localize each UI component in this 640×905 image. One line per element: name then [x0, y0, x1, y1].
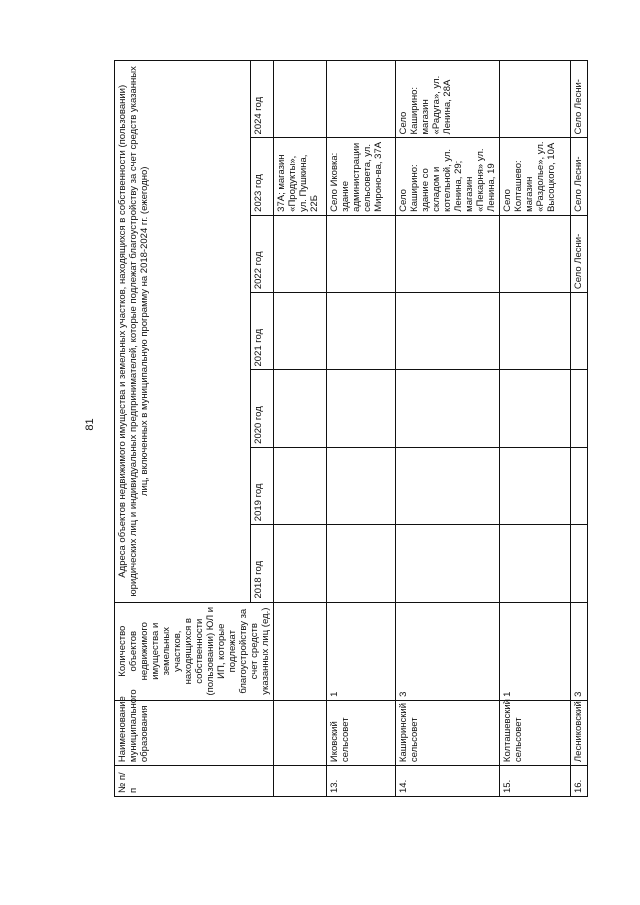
cell-name: Лесниковский	[571, 700, 588, 765]
header-year-2018: 2018 год	[251, 525, 274, 602]
municipal-objects-table	[114, 60, 588, 797]
cell-2018	[274, 525, 327, 602]
cell-no	[274, 766, 327, 797]
cell-2019	[327, 447, 396, 524]
cell-2024: Село Лесни-	[571, 61, 588, 138]
table-row	[500, 61, 571, 797]
cell-2021	[274, 293, 327, 370]
cell-2024	[500, 61, 571, 138]
header-addresses: Адреса объектов недвижимого имущества и земельных участков, находящихся в собственности (пользовании) юридических лиц и индивидуальных предпринимателей, которые подлежат благоустройству за счет средств указанных лиц, включенных в муниципальную программу на 2018-2024 гг. (ежегодно)	[115, 61, 251, 603]
header-year-2023: 2023 год	[251, 138, 274, 215]
cell-2023: 37А; магазин «Продукты», ул. Пушкина, 22Б	[274, 138, 327, 215]
header-no: № п/п	[115, 766, 274, 797]
cell-2024	[327, 61, 396, 138]
cell-2022	[396, 215, 500, 292]
header-name: Наименование муниципального образования	[115, 700, 274, 765]
header-year-2024: 2024 год	[251, 61, 274, 138]
cell-2019	[571, 447, 588, 524]
cell-2020	[571, 370, 588, 447]
cell-2022: Село Лесни-	[571, 215, 588, 292]
table-row	[327, 61, 396, 797]
header-year-2019: 2019 год	[251, 447, 274, 524]
header-year-2022: 2022 год	[251, 215, 274, 292]
cell-2023: Село Каширино: здание со складом и котельной, ул. Ленина, 29; магазин «Пекарня» ул. Ленина, 19	[396, 138, 500, 215]
header-year-2021: 2021 год	[251, 293, 274, 370]
cell-2023: Село Колташево: магазин «Раздолье», ул. Высоцкого, 10А	[500, 138, 571, 215]
cell-name	[274, 700, 327, 765]
cell-2023: Село Лесни-	[571, 138, 588, 215]
cell-count: 3	[571, 602, 588, 700]
cell-2019	[274, 447, 327, 524]
cell-2023: Село Иковка: здание администрации сельсовета, ул. Мироно-ва, 37А	[327, 138, 396, 215]
cell-2024	[274, 61, 327, 138]
cell-2020	[327, 370, 396, 447]
cell-2020	[396, 370, 500, 447]
cell-2020	[500, 370, 571, 447]
cell-2024: Село Каширино: магазин «Радуга», ул. Ленина, 28А	[396, 61, 500, 138]
cell-count: 1	[500, 602, 571, 700]
cell-2021	[571, 293, 588, 370]
cell-name: Иковский сельсовет	[327, 700, 396, 765]
cell-count: 1	[327, 602, 396, 700]
cell-2021	[396, 293, 500, 370]
cell-2022	[274, 215, 327, 292]
cell-2021	[500, 293, 571, 370]
table-row	[396, 61, 500, 797]
cell-2019	[396, 447, 500, 524]
header-count: Количество объектов недвижимого имущества и земельных участков, находящихся в собственности (пользовании) ЮЛ и ИП, которые подлежат благоустройству за счет средств указанных лиц (ед.)	[115, 602, 274, 700]
cell-2018	[500, 525, 571, 602]
cell-2018	[571, 525, 588, 602]
cell-count	[274, 602, 327, 700]
cell-2018	[327, 525, 396, 602]
table-row	[571, 61, 588, 797]
rotated-page	[84, 60, 630, 797]
cell-count: 3	[396, 602, 500, 700]
cell-2022	[500, 215, 571, 292]
cell-no: 14.	[396, 766, 500, 797]
table-row	[274, 61, 327, 797]
header-year-2020: 2020 год	[251, 370, 274, 447]
cell-no: 13.	[327, 766, 396, 797]
cell-name: Каширинский сельсовет	[396, 700, 500, 765]
cell-2021	[327, 293, 396, 370]
cell-2018	[396, 525, 500, 602]
cell-no: 15.	[500, 766, 571, 797]
cell-2019	[500, 447, 571, 524]
cell-no: 16.	[571, 766, 588, 797]
page-number: 81	[84, 418, 96, 431]
cell-2020	[274, 370, 327, 447]
cell-2022	[327, 215, 396, 292]
cell-name: Колташевский сельсовет	[500, 700, 571, 765]
